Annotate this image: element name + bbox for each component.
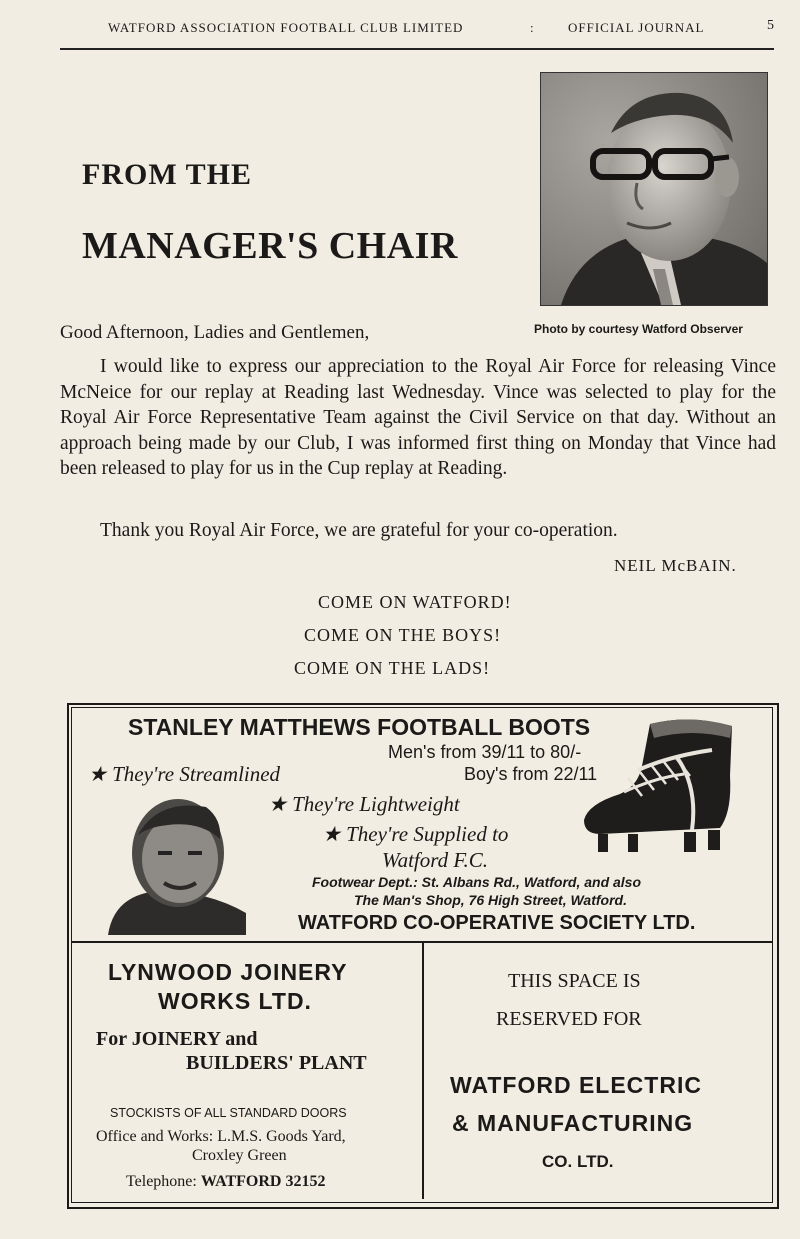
boots-ad-title: STANLEY MATTHEWS FOOTBALL BOOTS [128, 714, 591, 740]
letter-paragraph-2: Thank you Royal Air Force, we are grateful for your co-operation. [100, 520, 618, 541]
boots-dept-address-1: Footwear Dept.: St. Albans Rd., Watford, and also [312, 874, 642, 890]
lynwood-name-line1: LYNWOOD JOINERY [108, 959, 348, 985]
telephone-label: Telephone: [126, 1173, 197, 1190]
slogan-line: COME ON THE LADS! [294, 658, 491, 678]
lynwood-telephone [126, 1173, 325, 1191]
slogan-line: COME ON WATFORD! [318, 592, 512, 612]
reserved-line1: THIS SPACE IS [508, 970, 641, 992]
lynwood-office-line1: Office and Works: L.M.S. Goods Yard, [96, 1128, 346, 1145]
running-header [60, 18, 774, 50]
lynwood-tagline-line2: BUILDERS' PLANT [186, 1052, 367, 1074]
letter-greeting: Good Afternoon, Ladies and Gentlemen, [60, 322, 370, 343]
boots-feature: ★ They're Lightweight [268, 792, 460, 816]
page-number: 5 [767, 18, 774, 33]
letter-paragraph-1: I would like to express our appreciation to the Royal Air Force for releasing Vince McNeice for our replay at Reading last Wednesday. Vince was selected to play for the Royal Air Force Representative Team against the Civil Service on that day. Without an approach being made by our Club, I was informed first thing on Monday that Vince had been released to play for us in the Cup replay at Reading. [60, 356, 776, 479]
letter-signature: NEIL McBAIN. [614, 556, 737, 575]
article-title-line2: MANAGER'S CHAIR [82, 225, 458, 267]
lynwood-tagline-line1: For JOINERY and [96, 1028, 258, 1050]
boots-dept-address-2: The Man's Shop, 76 High Street, Watford. [354, 892, 627, 908]
boots-boys-price: Boy's from 22/11 [464, 764, 598, 784]
reserved-company-line2: & MANUFACTURING [452, 1110, 694, 1136]
lynwood-office-line2: Croxley Green [192, 1147, 287, 1164]
journal-name: OFFICIAL JOURNAL [568, 20, 705, 35]
lynwood-name-line2: WORKS LTD. [158, 988, 312, 1014]
photo-credit: Photo by courtesy Watford Observer [534, 322, 743, 336]
coop-society-name: WATFORD CO-OPERATIVE SOCIETY LTD. [298, 912, 696, 934]
manager-photo [540, 72, 768, 306]
boots-feature: ★ They're Supplied to [322, 822, 509, 846]
reserved-company-line3: CO. LTD. [542, 1152, 614, 1171]
stanley-matthews-photo [108, 795, 246, 935]
club-name: WATFORD ASSOCIATION FOOTBALL CLUB LIMITED [108, 20, 464, 35]
reserved-line2: RESERVED FOR [496, 1008, 642, 1030]
lynwood-stockists: STOCKISTS OF ALL STANDARD DOORS [110, 1106, 347, 1120]
reserved-company-line1: WATFORD ELECTRIC [450, 1072, 702, 1098]
boots-mens-price: Men's from 39/11 to 80/- [388, 742, 582, 762]
boots-feature: ★ They're Streamlined [88, 762, 281, 786]
manager-portrait-image [541, 73, 767, 305]
boots-feature: Watford F.C. [382, 848, 489, 872]
telephone-number: WATFORD 32152 [200, 1173, 326, 1190]
advertisement-divider-vertical [422, 943, 424, 1199]
header-separator: : [530, 20, 534, 35]
article-title-line1: FROM THE [82, 158, 252, 191]
football-boot-icon [580, 716, 740, 866]
slogan-line: COME ON THE BOYS! [304, 625, 502, 645]
